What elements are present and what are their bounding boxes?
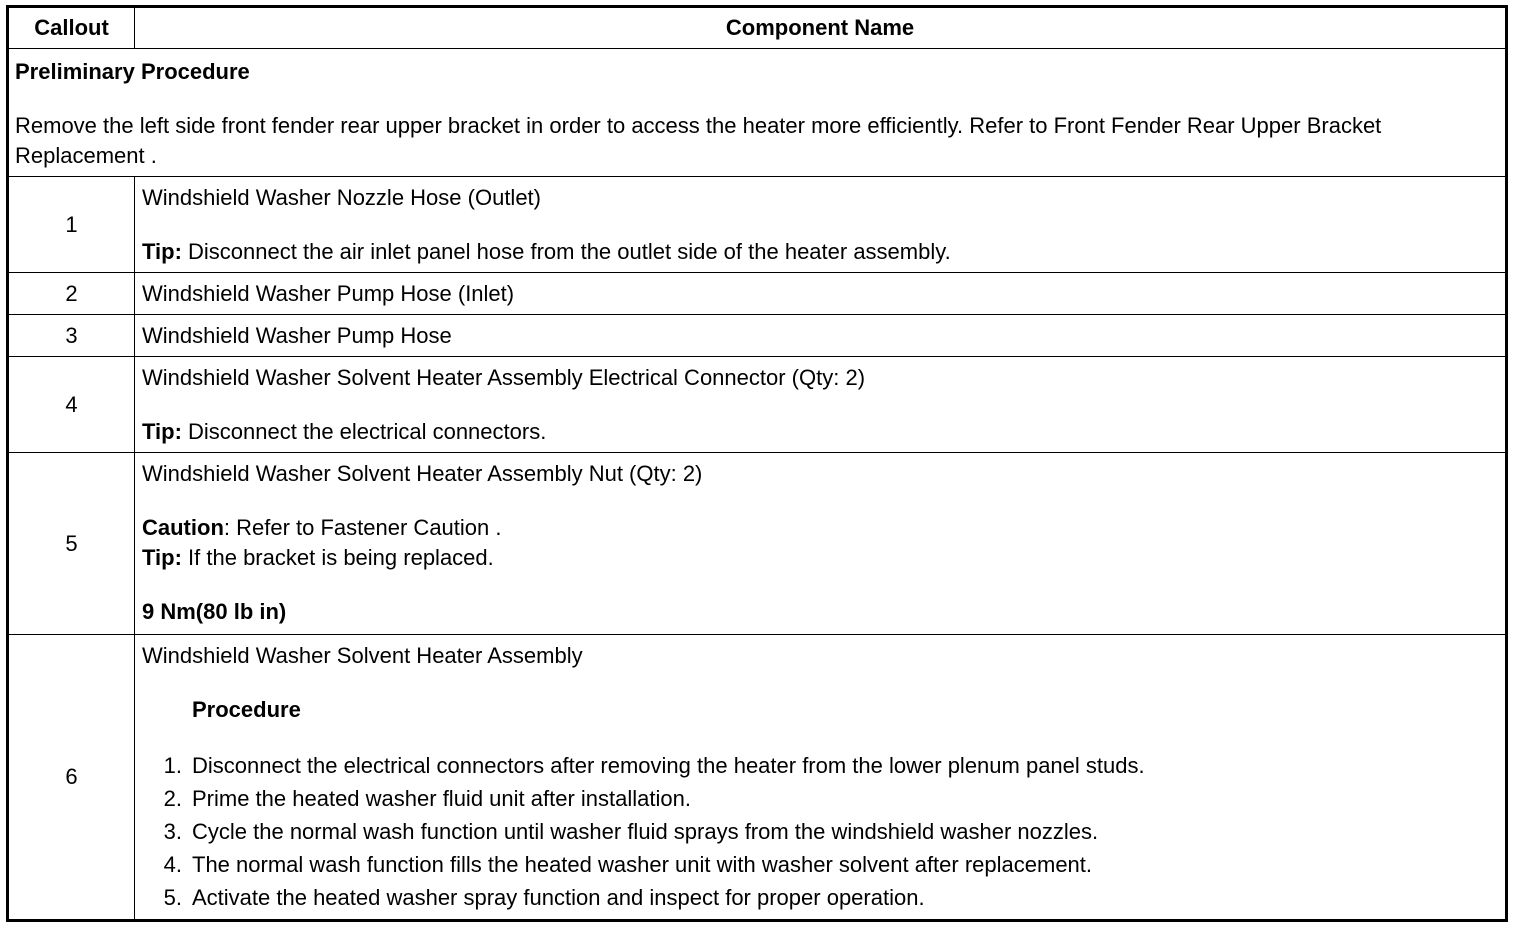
procedure-heading: Procedure bbox=[192, 697, 301, 722]
step-number: 1. bbox=[163, 753, 182, 778]
component-cell bbox=[135, 177, 1506, 273]
component-name: Windshield Washer Pump Hose bbox=[135, 315, 1506, 357]
table-header-row bbox=[9, 8, 1505, 49]
tip-line bbox=[142, 417, 1497, 447]
tip-label: Tip: bbox=[142, 545, 182, 570]
tip-line bbox=[142, 543, 1497, 573]
tip-text: Disconnect the air inlet panel hose from the outlet side of the heater assembly. bbox=[181, 239, 951, 264]
step-number: 2. bbox=[163, 786, 182, 811]
procedure-step bbox=[142, 815, 1497, 848]
callout-header: Callout bbox=[9, 8, 135, 49]
step-number: 3. bbox=[163, 819, 182, 844]
step-text: Cycle the normal wash function until washer fluid sprays from the windshield washer nozzles. bbox=[192, 819, 1099, 844]
component-name: Windshield Washer Nozzle Hose (Outlet) bbox=[142, 185, 541, 210]
tip-label: Tip: bbox=[142, 239, 182, 264]
component-name: Windshield Washer Pump Hose (Inlet) bbox=[135, 273, 1506, 315]
table-row bbox=[9, 315, 1505, 357]
preliminary-cell bbox=[9, 49, 1505, 177]
procedure-step bbox=[142, 881, 1497, 914]
component-cell bbox=[135, 357, 1506, 453]
step-text: Prime the heated washer fluid unit after installation. bbox=[192, 786, 691, 811]
step-text: The normal wash function fills the heated washer unit with washer solvent after replacement. bbox=[192, 852, 1093, 877]
tip-line bbox=[142, 237, 1497, 267]
preliminary-text: Remove the left side front fender rear upper bracket in order to access the heater more efficiently. Refer to Front Fender Rear Upper Bracket Replacement . bbox=[15, 113, 1382, 168]
tip-text: If the bracket is being replaced. bbox=[181, 545, 494, 570]
caution-label: Caution bbox=[142, 515, 224, 540]
callout-number: 4 bbox=[9, 357, 135, 453]
table-row bbox=[9, 177, 1505, 273]
caution-line bbox=[142, 513, 1497, 543]
procedure-step bbox=[142, 848, 1497, 881]
procedure-step bbox=[142, 782, 1497, 815]
component-cell bbox=[135, 635, 1506, 920]
preliminary-title: Preliminary Procedure bbox=[15, 59, 250, 84]
torque-spec: 9 Nm(80 lb in) bbox=[142, 599, 287, 624]
component-table bbox=[9, 8, 1505, 919]
tip-text: Disconnect the electrical connectors. bbox=[181, 419, 547, 444]
callout-number: 3 bbox=[9, 315, 135, 357]
table-row bbox=[9, 273, 1505, 315]
table-row bbox=[9, 453, 1505, 635]
component-table-frame bbox=[6, 5, 1508, 922]
table-row bbox=[9, 357, 1505, 453]
callout-number: 6 bbox=[9, 635, 135, 920]
component-name: Windshield Washer Solvent Heater Assembly Electrical Connector (Qty: 2) bbox=[142, 365, 866, 390]
caution-colon: : bbox=[223, 515, 231, 540]
step-number: 4. bbox=[163, 852, 182, 877]
table-row bbox=[9, 635, 1505, 920]
step-text: Disconnect the electrical connectors after removing the heater from the lower plenum panel studs. bbox=[192, 753, 1145, 778]
caution-text: Refer to Fastener Caution . bbox=[230, 515, 502, 540]
step-number: 5. bbox=[163, 885, 182, 910]
step-text: Activate the heated washer spray function and inspect for proper operation. bbox=[192, 885, 925, 910]
component-name-header: Component Name bbox=[135, 8, 1506, 49]
component-cell bbox=[135, 453, 1506, 635]
callout-number: 2 bbox=[9, 273, 135, 315]
procedure-step bbox=[142, 749, 1497, 782]
tip-label: Tip: bbox=[142, 419, 182, 444]
preliminary-row bbox=[9, 49, 1505, 177]
callout-number: 1 bbox=[9, 177, 135, 273]
component-name: Windshield Washer Solvent Heater Assembly Nut (Qty: 2) bbox=[142, 461, 703, 486]
callout-number: 5 bbox=[9, 453, 135, 635]
procedure-steps bbox=[142, 749, 1497, 914]
component-name: Windshield Washer Solvent Heater Assembly bbox=[142, 643, 583, 668]
